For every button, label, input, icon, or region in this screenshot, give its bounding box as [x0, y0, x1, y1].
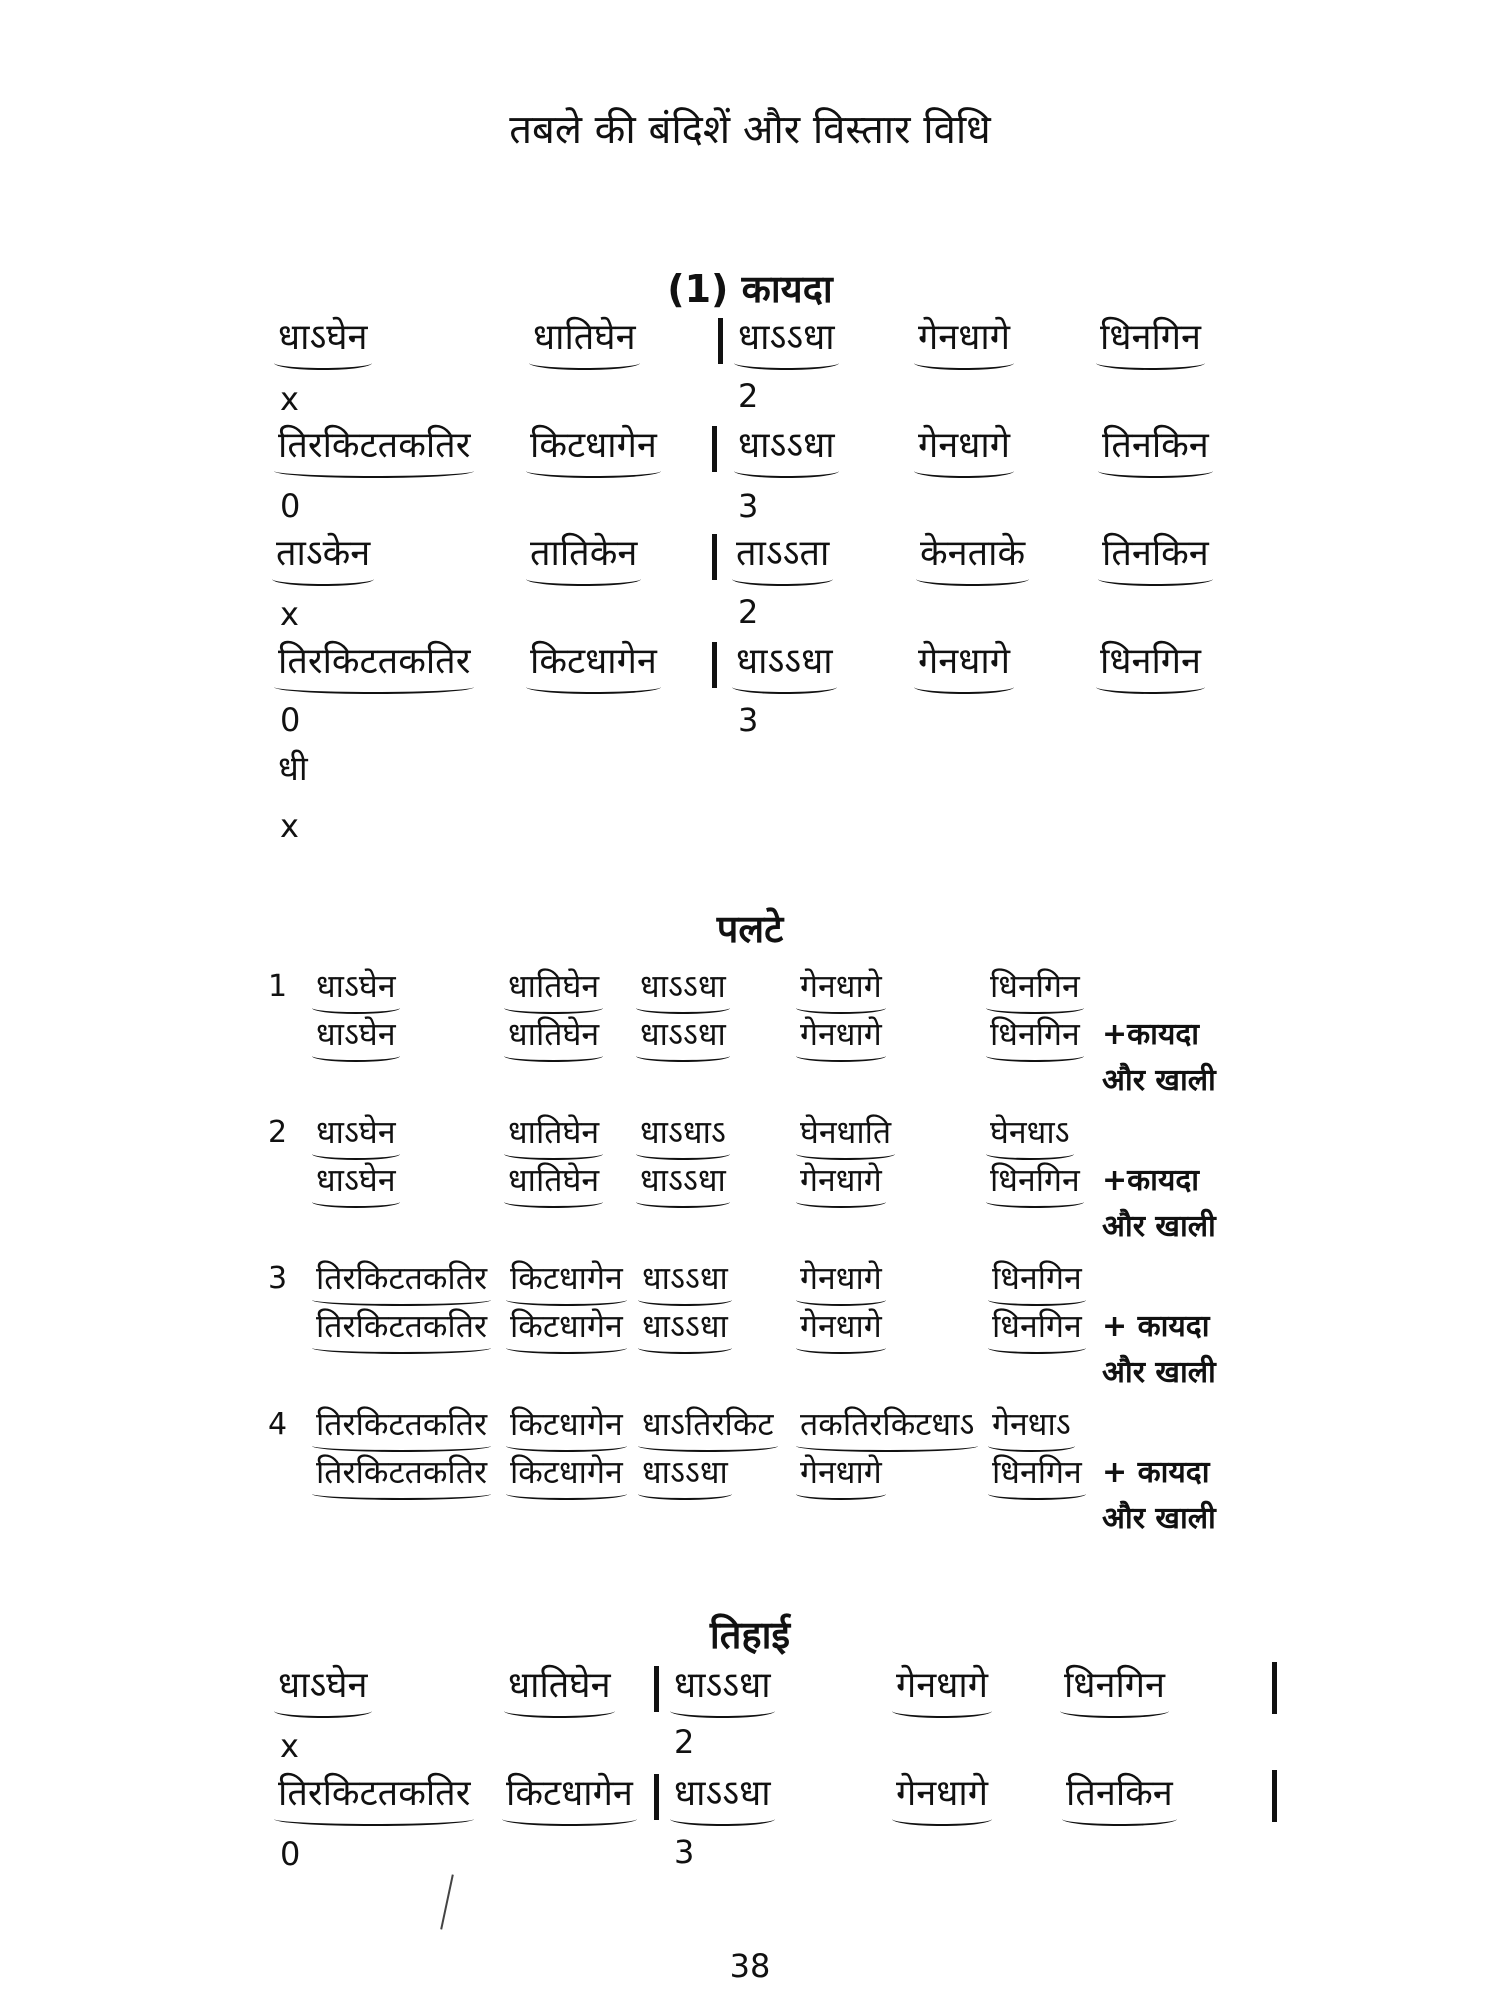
bol: धातिघेन: [508, 1113, 600, 1151]
tala-mark: 2: [738, 593, 759, 631]
bol: गेनधागे: [800, 1161, 882, 1199]
bol: धाऽऽधा: [640, 967, 726, 1005]
tihai-heading: तिहाई: [709, 1613, 791, 1657]
bol: गेनधागे: [800, 1015, 882, 1053]
bol: गेनधाऽ: [992, 1405, 1071, 1443]
bol: धाऽऽधा: [640, 1015, 726, 1053]
palta-note: और खाली: [1102, 1063, 1216, 1098]
bol: धाऽघेन: [316, 967, 396, 1005]
bol: धिनगिन: [1064, 1665, 1166, 1706]
bol: तिनकिन: [1102, 425, 1209, 466]
tala-mark: 0: [280, 487, 301, 525]
palta-note: और खाली: [1102, 1209, 1216, 1244]
tala-mark: x: [280, 595, 299, 633]
bol: ताऽऽता: [736, 533, 830, 574]
bol: तिरकिटतकतिर: [278, 641, 471, 682]
avartan-bar: [1272, 1770, 1277, 1822]
bol: गेनधागे: [918, 641, 1010, 682]
bol: धिनगिन: [990, 1161, 1080, 1199]
vibhag-bar: [654, 1774, 659, 1820]
bol: धाऽऽधा: [642, 1307, 728, 1345]
bol: गेनधागे: [800, 1259, 882, 1297]
bol: किटधागेन: [506, 1773, 633, 1814]
bol: धातिघेन: [508, 1665, 611, 1706]
bol: धाऽऽधा: [642, 1453, 728, 1491]
bol: तिरकिटतकतिर: [316, 1259, 488, 1297]
bol: तातिकेन: [530, 533, 638, 574]
palta-note: और खाली: [1102, 1355, 1216, 1390]
tala-mark: x: [280, 1727, 299, 1765]
bol: धाऽऽधा: [736, 641, 833, 682]
bol: धिनगिन: [992, 1307, 1082, 1345]
bol: धाऽघेन: [278, 317, 368, 358]
bol: धाऽऽधा: [674, 1773, 771, 1814]
bol: धाऽघेन: [316, 1161, 396, 1199]
bol: किटधागेन: [530, 641, 657, 682]
tala-mark: 3: [738, 701, 759, 739]
palta-number: 4: [268, 1407, 288, 1442]
tala-mark: 3: [674, 1833, 695, 1871]
bol: घेनधाऽ: [990, 1113, 1070, 1151]
bol: धातिघेन: [508, 1015, 600, 1053]
palta-number: 1: [268, 969, 288, 1004]
bol: गेनधागे: [800, 1307, 882, 1345]
bol: धाऽघेन: [316, 1015, 396, 1053]
bol: धिनगिन: [1100, 317, 1202, 358]
bol: तिरकिटतकतिर: [316, 1307, 488, 1345]
tala-mark: x: [280, 380, 299, 418]
bol: गेनधागे: [800, 1453, 882, 1491]
palte-heading: पलटे: [716, 907, 784, 951]
bol: धाऽऽधा: [642, 1259, 728, 1297]
vibhag-bar: [654, 1666, 659, 1712]
sam-mark: x: [280, 807, 299, 845]
bol: किटधागेन: [530, 425, 657, 466]
bol: धाऽऽधा: [640, 1161, 726, 1199]
bol: गेनधागे: [918, 317, 1010, 358]
bol: गेनधागे: [918, 425, 1010, 466]
bol: धातिघेन: [508, 967, 600, 1005]
palta-note: + कायदा: [1102, 1309, 1210, 1344]
bol: घेनधाति: [800, 1113, 892, 1151]
bol: धाऽऽधा: [738, 425, 835, 466]
qaida-heading: (1) कायदा: [667, 267, 833, 311]
tala-mark: 0: [280, 1835, 301, 1873]
bol: धाऽतिरकिट: [642, 1405, 774, 1443]
bol: धिनगिन: [990, 1015, 1080, 1053]
bol: तिरकिटतकतिर: [316, 1453, 488, 1491]
bol: गेनधागे: [896, 1773, 988, 1814]
vibhag-bar: [712, 534, 717, 580]
bol: धिनगिन: [990, 967, 1080, 1005]
bol: तकतिरकिटधाऽ: [800, 1405, 975, 1443]
tala-mark: 0: [280, 701, 301, 739]
bol: धिनगिन: [992, 1453, 1082, 1491]
bol: तिरकिटतकतिर: [278, 425, 471, 466]
palta-note: + कायदा: [1102, 1455, 1210, 1490]
bol: धाऽधाऽ: [640, 1113, 726, 1151]
scan-stray-mark: [440, 1874, 454, 1929]
bol: तिरकिटतकतिर: [316, 1405, 488, 1443]
bol: तिरकिटतकतिर: [278, 1773, 471, 1814]
palta-number: 2: [268, 1115, 288, 1150]
palta-note: +कायदा: [1102, 1163, 1200, 1198]
palta-number: 3: [268, 1261, 288, 1296]
bol: धाऽघेन: [278, 1665, 368, 1706]
bol: किटधागेन: [510, 1405, 623, 1443]
sam-bol: धी: [278, 749, 308, 789]
bol: धाऽऽधा: [674, 1665, 771, 1706]
bol: किटधागेन: [510, 1259, 623, 1297]
palta-note: और खाली: [1102, 1501, 1216, 1536]
bol: धातिघेन: [508, 1161, 600, 1199]
bol: तिनकिन: [1066, 1773, 1173, 1814]
bol: धातिघेन: [533, 317, 636, 358]
palta-note: +कायदा: [1102, 1017, 1200, 1052]
bol: धिनगिन: [1100, 641, 1202, 682]
vibhag-bar: [712, 426, 717, 472]
bol: ताऽकेन: [276, 533, 371, 574]
tala-mark: 3: [738, 487, 759, 525]
avartan-bar: [1272, 1662, 1277, 1714]
page-title: तबले की बंदिशें और विस्तार विधि: [509, 107, 991, 153]
tala-mark: 2: [674, 1723, 695, 1761]
bol: किटधागेन: [510, 1307, 623, 1345]
bol: किटधागेन: [510, 1453, 623, 1491]
vibhag-bar: [718, 318, 723, 364]
bol: धिनगिन: [992, 1259, 1082, 1297]
bol: गेनधागे: [896, 1665, 988, 1706]
tala-mark: 2: [738, 377, 759, 415]
bol: धाऽघेन: [316, 1113, 396, 1151]
bol: तिनकिन: [1102, 533, 1209, 574]
bol: धाऽऽधा: [738, 317, 835, 358]
vibhag-bar: [712, 642, 717, 688]
bol: केनताके: [920, 533, 1026, 574]
page-number: 38: [729, 1947, 771, 1985]
bol: गेनधागे: [800, 967, 882, 1005]
